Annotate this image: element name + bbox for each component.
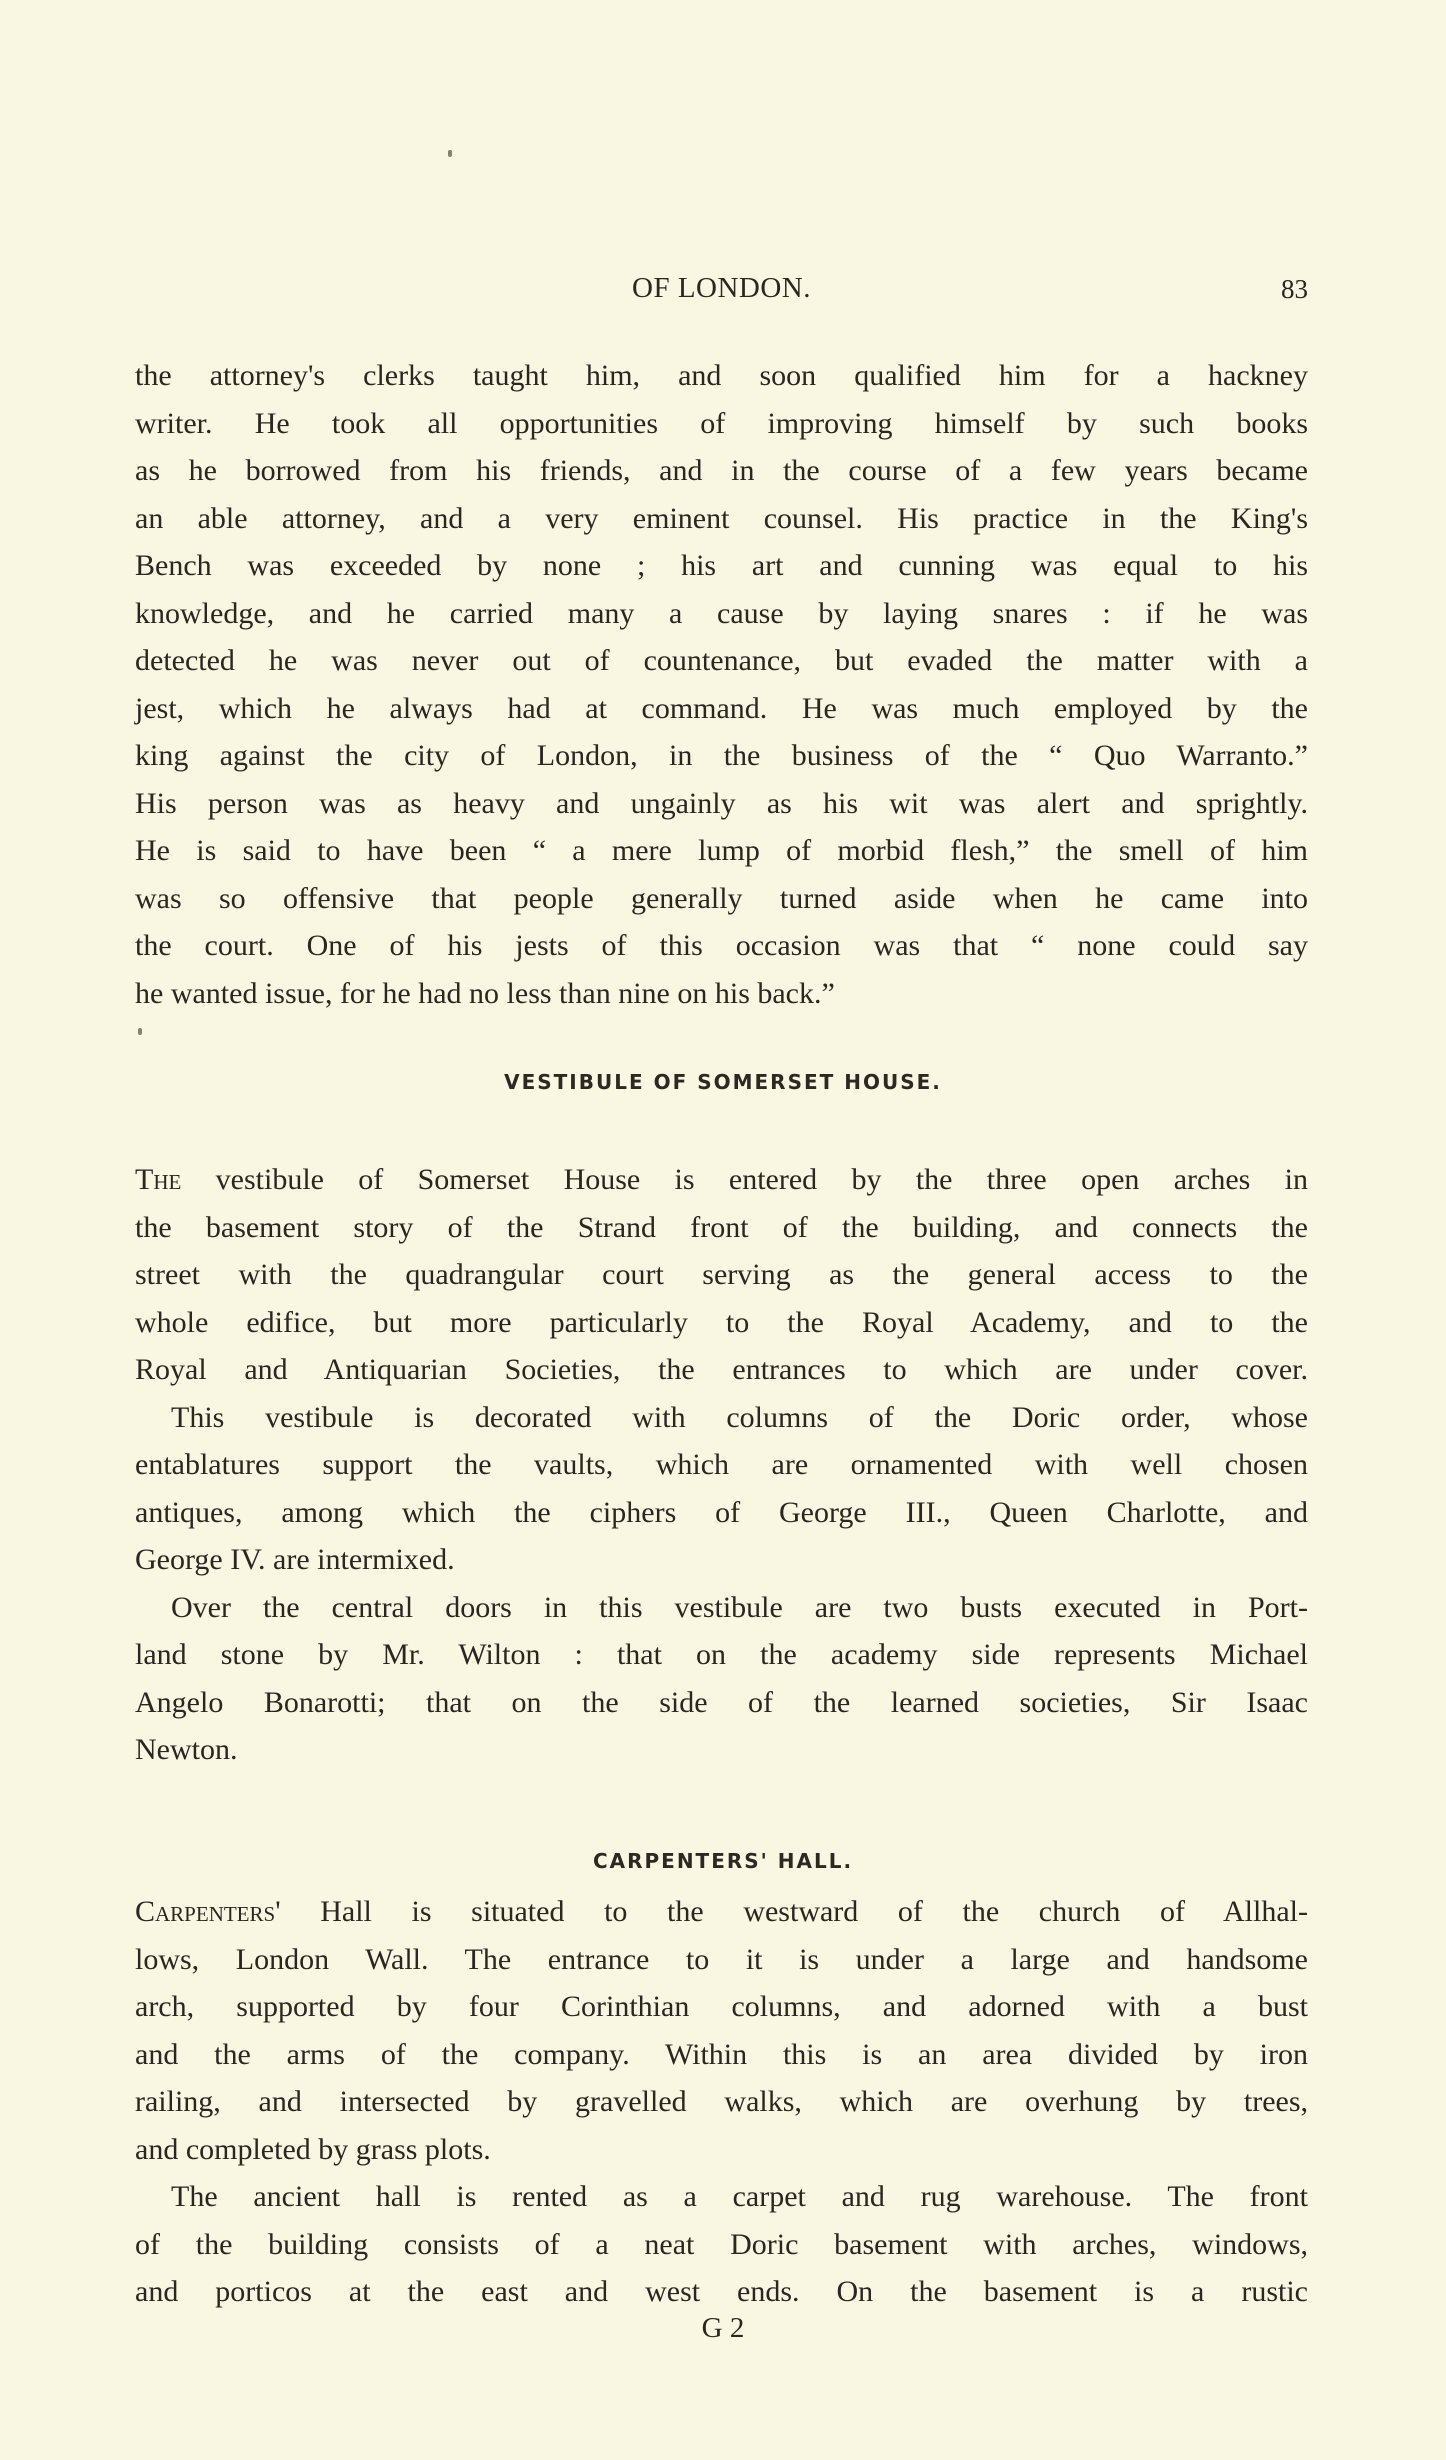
text-line: jest, which he always had at command. He was much employed by the — [135, 691, 1308, 725]
text-line: and completed by grass plots. — [135, 2132, 491, 2166]
section-body-vestibule — [135, 1156, 1308, 1774]
paragraph-continuation — [135, 352, 1308, 1017]
text-line: and the arms of the company. Within this is an area divided by iron — [135, 2037, 1308, 2071]
text-line: Royal and Antiquarian Societies, the entrances to which are under cover. — [135, 1353, 1308, 1386]
running-title: OF LONDON. — [632, 272, 811, 304]
section-body-carpenters-hall — [135, 1888, 1308, 2316]
text-line: writer. He took all opportunities of improving himself by such books — [135, 406, 1308, 440]
drop-lead-word: The — [135, 1163, 182, 1196]
ink-speck — [448, 150, 452, 157]
text-line: and porticos at the east and west ends. On the basement is a rustic — [135, 2275, 1308, 2308]
text-line: detected he was never out of countenance, but evaded the matter with a — [135, 644, 1308, 677]
text-line: This vestibule is decorated with columns of the Doric order, whose — [171, 1400, 1308, 1434]
line-text: Hall is situated to the westward of the church of Allhal- — [280, 1895, 1308, 1928]
text-line: He is said to have been “ a mere lump of morbid flesh,” the smell of him — [135, 834, 1308, 867]
text-line: Newton. — [135, 1733, 238, 1766]
text-line: George IV. are intermixed. — [135, 1543, 455, 1576]
text-line: Bench was exceeded by none ; his art and cunning was equal to his — [135, 549, 1308, 582]
text-line: of the building consists of a neat Doric basement with arches, windows, — [135, 2227, 1308, 2261]
running-header — [135, 272, 1308, 312]
text-line: the attorney's clerks taught him, and soon qualified him for a hackney — [135, 359, 1308, 392]
signature-mark: G 2 — [701, 2312, 745, 2344]
section-heading-carpenters-hall: CARPENTERS' HALL. — [592, 1849, 854, 1873]
text-line: entablatures support the vaults, which are ornamented with well chosen — [135, 1448, 1308, 1481]
text-line — [135, 1156, 1308, 1204]
drop-lead-word: Carpenters' — [135, 1895, 281, 1928]
text-line: lows, London Wall. The entrance to it is under a large and handsome — [135, 1942, 1308, 1976]
text-line: land stone by Mr. Wilton : that on the academy side represents Michael — [135, 1638, 1308, 1671]
text-line: an able attorney, and a very eminent counsel. His practice in the King's — [135, 501, 1308, 535]
ink-speck — [138, 1028, 142, 1035]
text-line: Over the central doors in this vestibule are two busts executed in Port- — [171, 1590, 1308, 1624]
text-line: king against the city of London, in the business of the “ Quo Warranto.” — [135, 739, 1308, 772]
page-number: 83 — [1281, 274, 1308, 304]
text-line: he wanted issue, for he had no less than nine on his back.” — [135, 976, 835, 1010]
section-heading-vestibule: VESTIBULE OF SOMERSET HOUSE. — [504, 1070, 942, 1094]
text-line: The ancient hall is rented as a carpet and rug warehouse. The front — [171, 2180, 1308, 2213]
text-line: street with the quadrangular court serving as the general access to the — [135, 1258, 1308, 1291]
text-line: as he borrowed from his friends, and in the course of a few years became — [135, 454, 1308, 487]
text-line: railing, and intersected by gravelled walks, which are overhung by trees, — [135, 2085, 1308, 2118]
text-line — [135, 1888, 1308, 1936]
text-line: the basement story of the Strand front of the building, and connects the — [135, 1210, 1308, 1244]
text-line: antiques, among which the ciphers of George III., Queen Charlotte, and — [135, 1495, 1308, 1529]
text-line: Angelo Bonarotti; that on the side of the learned societies, Sir Isaac — [135, 1685, 1308, 1719]
text-line: whole edifice, but more particularly to the Royal Academy, and to the — [135, 1305, 1308, 1339]
text-line: knowledge, and he carried many a cause by laying snares : if he was — [135, 596, 1308, 630]
text-line: was so offensive that people generally turned aside when he came into — [135, 881, 1308, 915]
text-line: His person was as heavy and ungainly as his wit was alert and sprightly. — [135, 786, 1308, 820]
text-line: arch, supported by four Corinthian columns, and adorned with a bust — [135, 1990, 1308, 2023]
text-line: the court. One of his jests of this occasion was that “ none could say — [135, 929, 1308, 962]
line-text: vestibule of Somerset House is entered by the three open arches in — [181, 1163, 1308, 1196]
